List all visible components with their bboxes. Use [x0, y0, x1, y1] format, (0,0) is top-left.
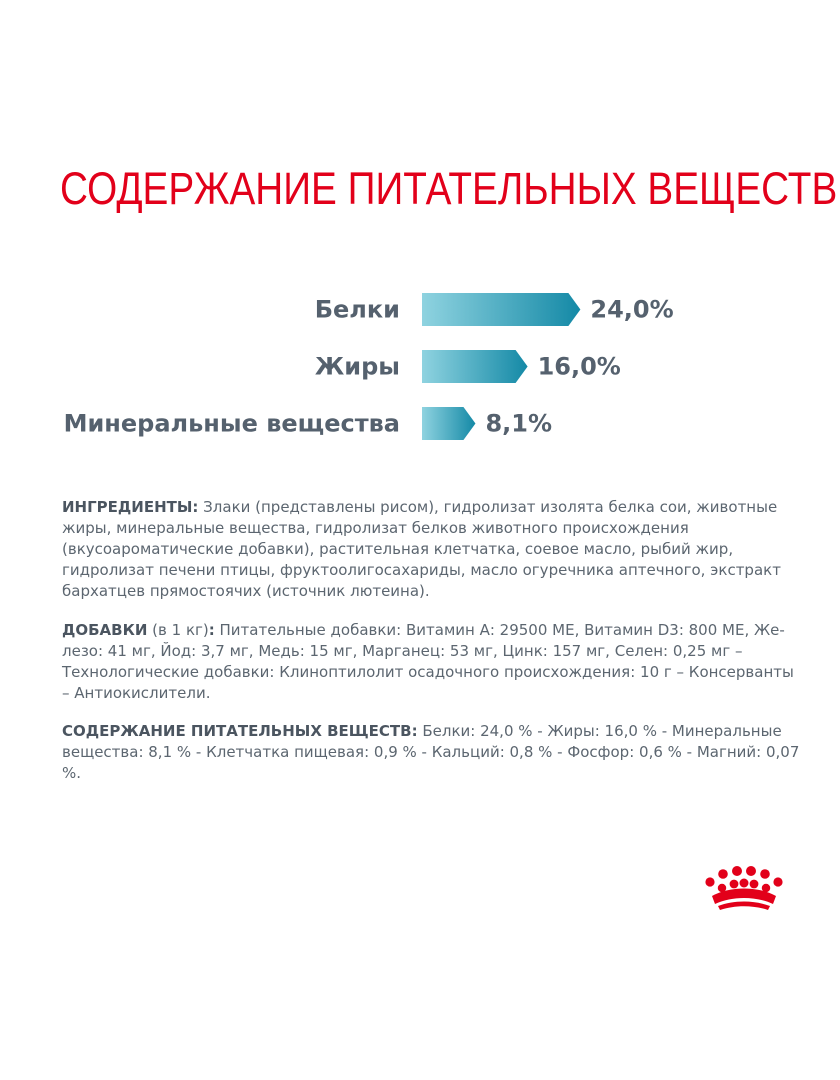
page-title: СОДЕРЖАНИЕ ПИТАТЕЛЬНЫХ ВЕЩЕСТВ	[60, 163, 838, 214]
additives-label: ДОБАВКИ	[62, 621, 148, 639]
ingredients-text: Злаки (представлены рисом), гидролизат изолята белка сои, животные жиры, минеральные вещества, гидролизат белков животного происхождения (вкусоароматические добавки), растительная клетчатка, соевое масло, рыбий жир, гидролизат печени птицы, фруктоолигосахариды, масло огуречника аптечного, экстракт бархатцев прямостоячих (источник лютеина).	[62, 498, 781, 600]
nutrients-paragraph	[62, 721, 804, 784]
nutrients-label: СОДЕРЖАНИЕ ПИТАТЕЛЬНЫХ ВЕЩЕСТВ:	[62, 722, 418, 740]
value-label: 24,0%	[590, 295, 674, 324]
additives-qualifier: (в 1 кг)	[147, 621, 209, 639]
ingredients-label: ИНГРЕДИЕНТЫ:	[62, 498, 199, 516]
bar	[422, 350, 528, 383]
category-label: Белки	[314, 295, 400, 324]
nutrient-bar-chart	[0, 270, 840, 460]
bar	[422, 407, 475, 440]
bar	[422, 293, 580, 326]
nutrients-text: Белки: 24,0 % - Жиры: 16,0 % - Минеральные вещества: 8,1 % - Клетчатка пищевая: 0,9 % - Кальций: 0,8 % - Фосфор: 0,6 % - Магний: 0,07 %.	[62, 722, 800, 782]
value-label: 16,0%	[537, 352, 621, 381]
ingredients-paragraph	[62, 497, 804, 602]
value-label: 8,1%	[485, 409, 553, 438]
royal-canin-crown-icon	[700, 866, 790, 916]
additives-colon: :	[208, 621, 215, 639]
category-label: Минеральные вещества	[63, 409, 400, 438]
additives-text: Питательные добавки: Витамин А: 29500 МЕ, Витамин D3: 800 МЕ, Же-лезо: 41 мг, Йод: 3,7 мг, Медь: 15 мг, Марганец: 53 мг, Цинк: 157 мг, Селен: 0,25 мг – Технологические добавки: Клиноптилолит осадочного происхождения: 10 г – Консерванты – Антиокислители.	[62, 621, 794, 702]
category-label: Жиры	[314, 352, 400, 381]
additives-paragraph	[62, 620, 804, 704]
